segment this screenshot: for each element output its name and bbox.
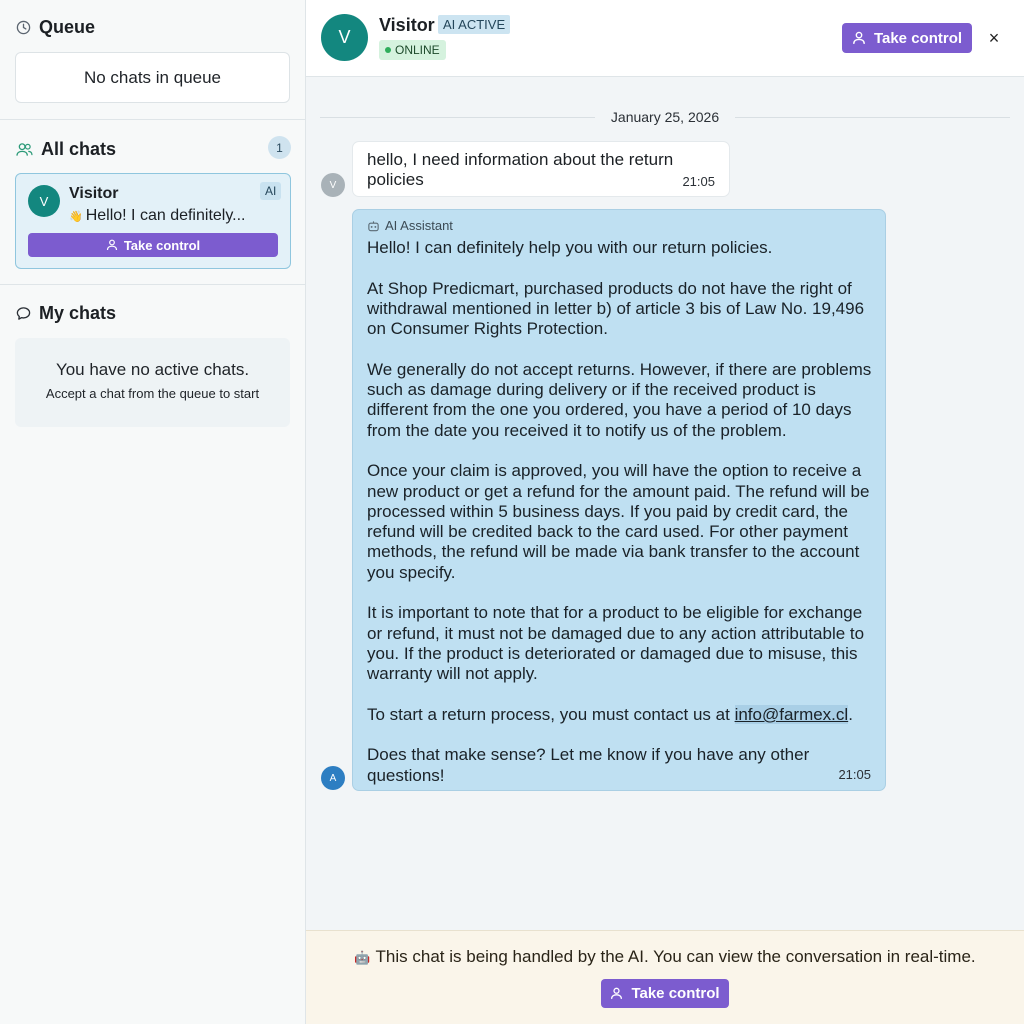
- date-separator: [320, 106, 1010, 128]
- user-icon: [852, 31, 866, 45]
- robot-icon: 🤖: [354, 950, 371, 965]
- message-paragraph: It is important to note that for a product to be eligible for exchange or refund, it must not be damaged due to any action attributable to you. If the product is deteriorated or damaged due to misuse, this warranty will not apply.: [367, 603, 865, 684]
- message-text: hello, I need information about the return policies: [367, 150, 674, 189]
- message-paragraph: We generally do not accept returns. However, if there are problems such as damage during delivery or if the received product is different from the one you ordered, you have a period of 10 days from the date you received it to notify us of the problem.: [367, 359, 872, 440]
- status-badge: [379, 40, 446, 60]
- queue-header: [16, 16, 95, 38]
- ai-badge: AI: [260, 182, 281, 200]
- robot-icon: [367, 220, 380, 232]
- queue-empty-box: [15, 52, 290, 103]
- avatar: V: [321, 14, 368, 61]
- take-control-label: Take control: [873, 29, 963, 47]
- message-paragraph: Once your claim is approved, you will have the option to receive a new product or get a refund for the amount paid. The refund will be processed within 5 business days. If you paid by credit card, the refund will be credited back to the card used. For other payment methods, the refund will be made via bank transfer to the account you specify.: [367, 461, 870, 582]
- users-icon: [16, 142, 33, 157]
- date-label: January 25, 2026: [610, 109, 720, 125]
- sidebar: [0, 0, 306, 1024]
- take-control-label: Take control: [123, 237, 201, 253]
- footer-note: [306, 947, 1024, 967]
- message-paragraph: [367, 705, 879, 725]
- take-control-button[interactable]: [28, 233, 278, 257]
- chat-item-name: Visitor: [69, 185, 119, 202]
- footer-note-text: This chat is being handled by the AI. You can view the conversation in real-time.: [375, 947, 976, 966]
- ai-sender-tag: [367, 218, 453, 233]
- ai-message: [352, 209, 886, 791]
- queue-empty-text: No chats in queue: [83, 67, 222, 87]
- ai-active-badge: AI ACTIVE: [438, 15, 510, 34]
- message-time: 21:05: [682, 174, 715, 189]
- contact-suffix: .: [848, 704, 853, 724]
- ai-message-body: [367, 238, 879, 786]
- contact-prefix: To start a return process, you must contact us at: [367, 704, 735, 724]
- chat-panel: [306, 0, 1024, 1024]
- message-time: 21:05: [838, 767, 871, 782]
- chat-item-preview: [69, 207, 281, 225]
- chat-header-name: Visitor: [379, 15, 435, 35]
- chat-list-item[interactable]: [15, 173, 291, 269]
- ai-sender-name: AI Assistant: [385, 218, 453, 233]
- take-control-button[interactable]: [842, 23, 972, 53]
- online-dot-icon: [385, 47, 391, 53]
- date-separator-line: [735, 117, 1010, 118]
- message-paragraph: Hello! I can definitely help you with our return policies.: [367, 238, 773, 257]
- all-chats-title: All chats: [41, 138, 117, 159]
- my-chats-header: [16, 302, 116, 324]
- waving-hand-icon: 👋: [69, 211, 83, 223]
- my-chats-empty-box: [15, 338, 290, 427]
- chat-header: [306, 0, 1024, 77]
- chat-item-preview-text: Hello! I can definitely...: [85, 207, 246, 224]
- chat-bubble-icon: [16, 306, 31, 321]
- take-control-label: Take control: [631, 985, 720, 1002]
- avatar: V: [28, 185, 60, 217]
- ai-handling-footer: [306, 930, 1024, 1024]
- avatar: A: [321, 766, 345, 790]
- sidebar-divider: [0, 284, 305, 285]
- my-chats-empty-title: You have no active chats.: [55, 360, 250, 379]
- avatar: V: [321, 173, 345, 197]
- clock-icon: [16, 20, 31, 35]
- my-chats-empty-hint: Accept a chat from the queue to start: [45, 386, 260, 401]
- message-paragraph: Does that make sense? Let me know if you have any other questions!: [367, 745, 810, 785]
- sidebar-divider: [0, 119, 305, 120]
- take-control-button[interactable]: [601, 979, 729, 1008]
- email-link[interactable]: info@farmex.cl: [734, 704, 849, 724]
- status-label: ONLINE: [395, 43, 440, 57]
- user-icon: [610, 987, 623, 1000]
- all-chats-count-badge: 1: [268, 136, 291, 159]
- user-icon: [106, 239, 118, 251]
- all-chats-header: [16, 138, 116, 160]
- close-icon[interactable]: ×: [982, 23, 1006, 53]
- queue-title: Queue: [39, 16, 96, 37]
- date-separator-line: [320, 117, 595, 118]
- user-message: [352, 141, 730, 197]
- my-chats-title: My chats: [39, 302, 117, 323]
- message-paragraph: At Shop Predicmart, purchased products do not have the right of withdrawal mentioned in letter b) of article 3 bis of Law No. 19,496 on Consumer Rights Protection.: [367, 278, 865, 339]
